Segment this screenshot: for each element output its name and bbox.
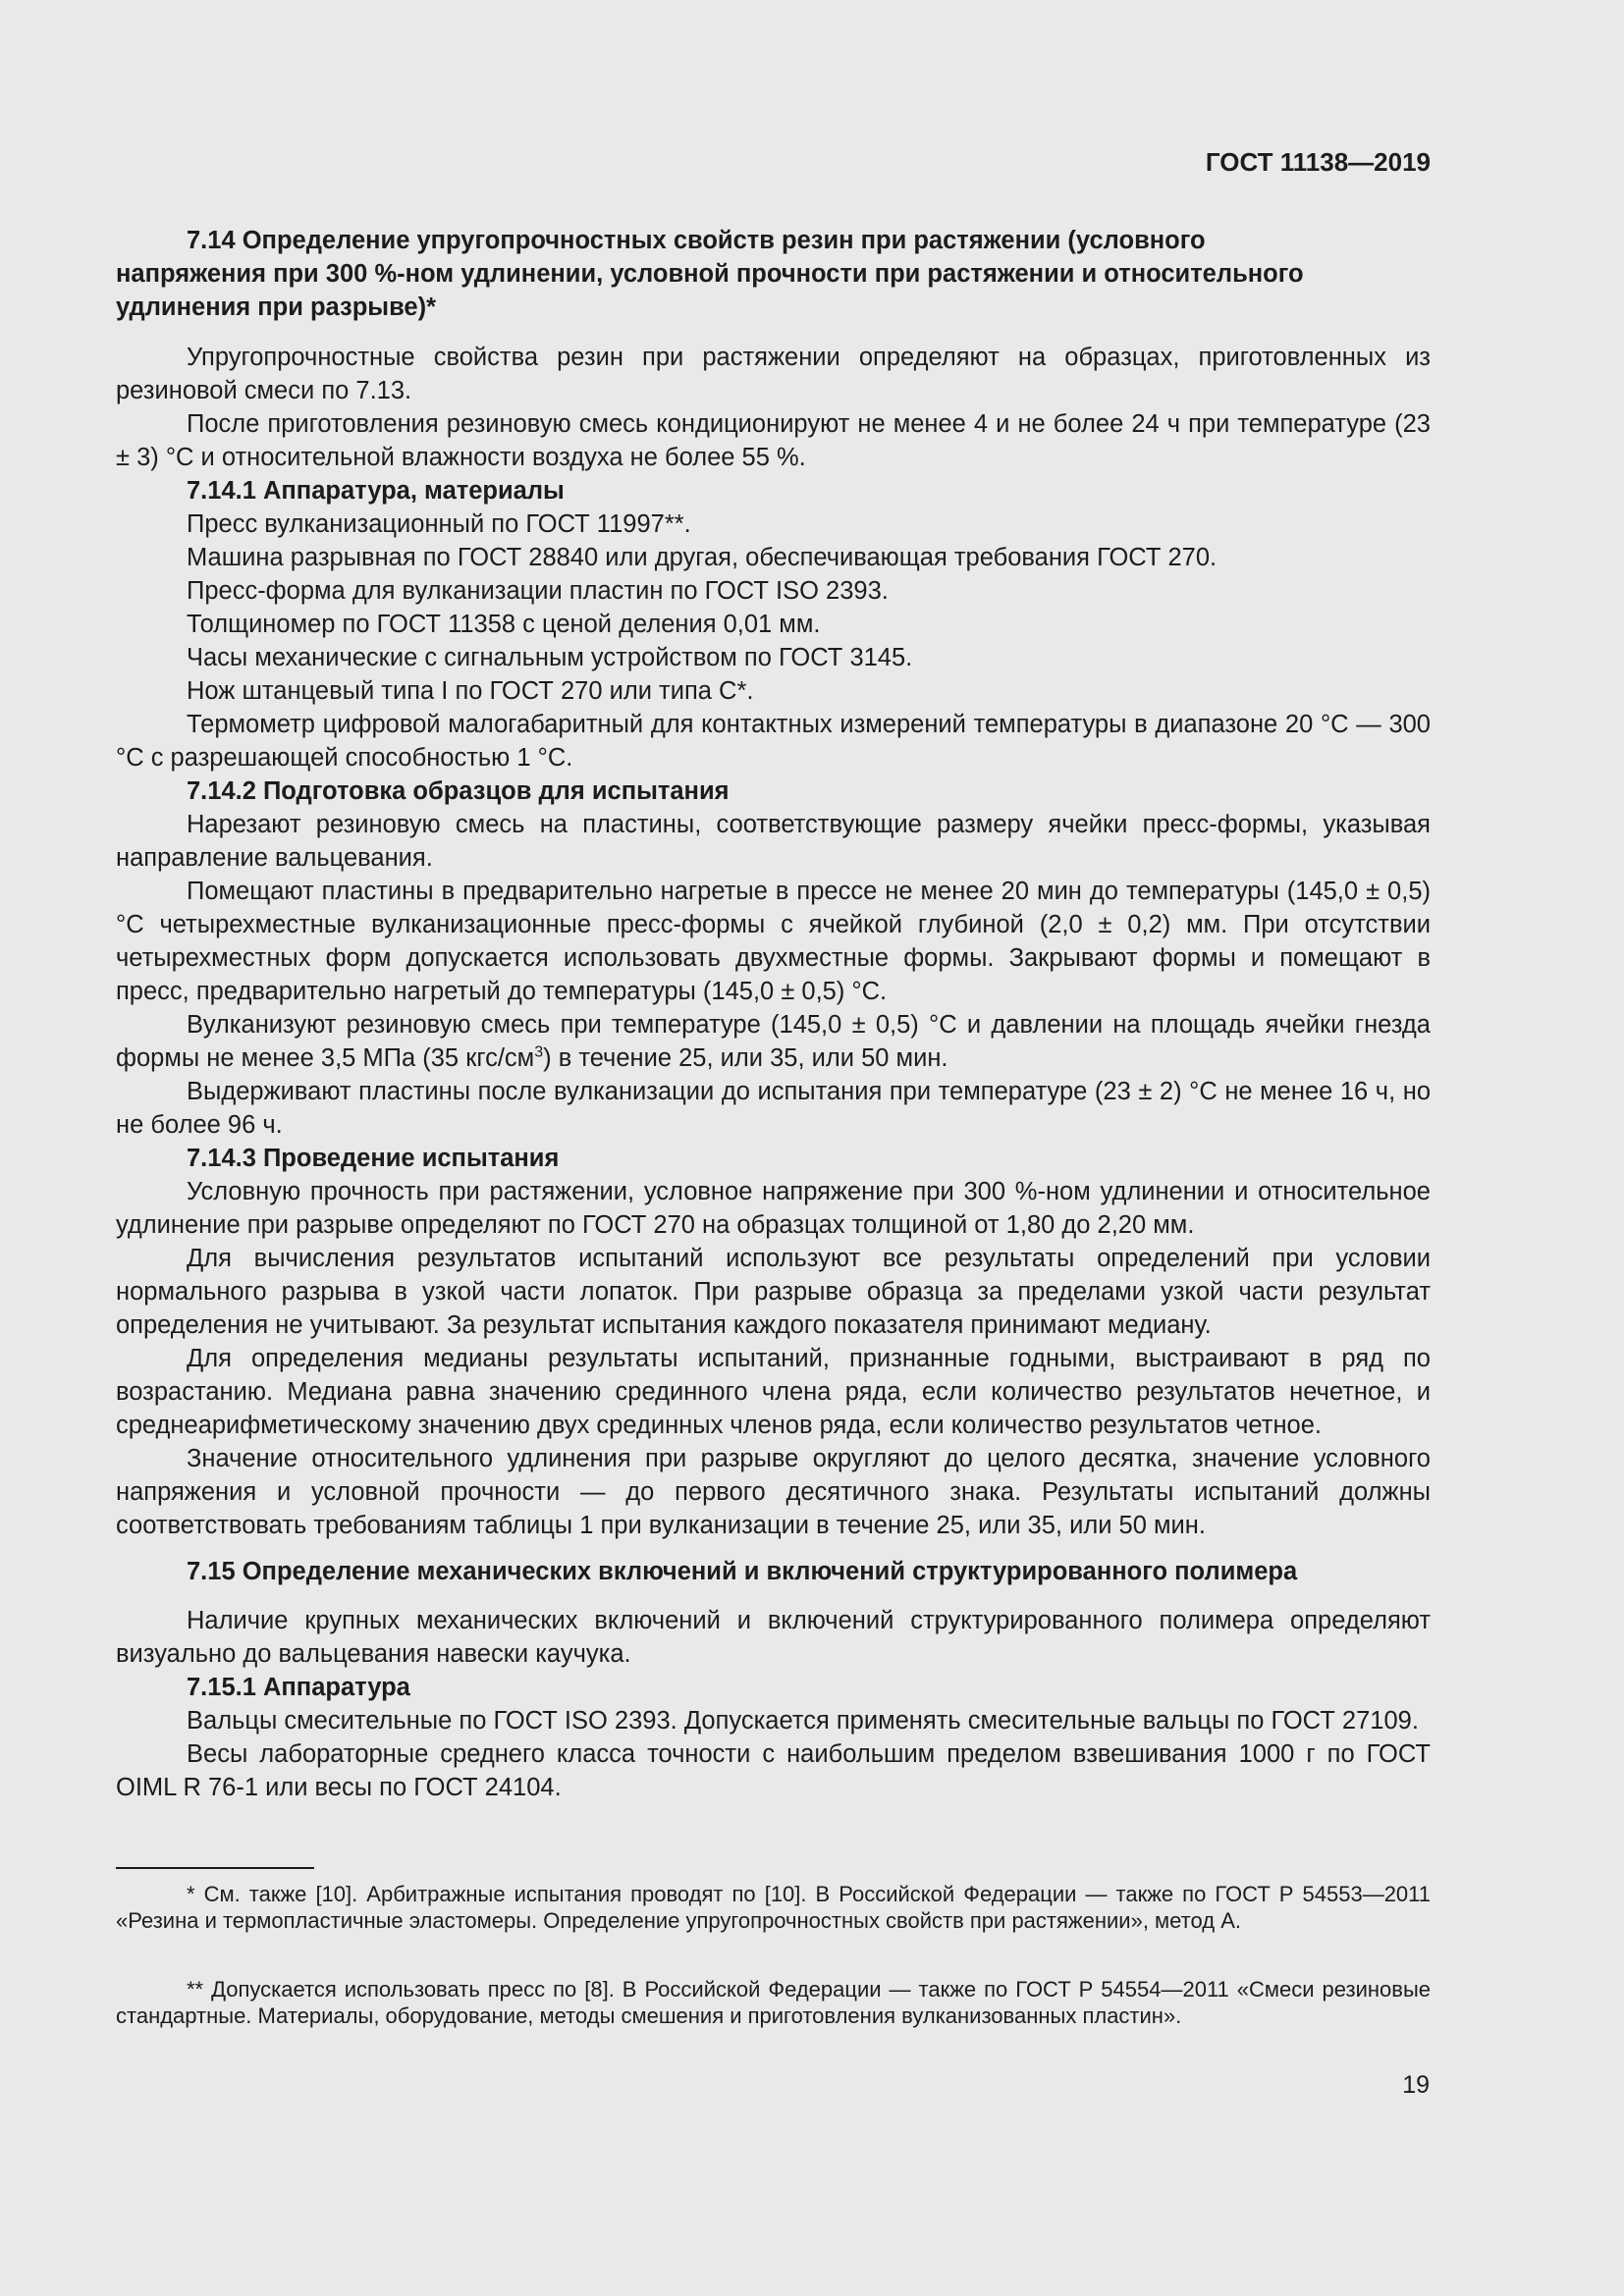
list-item: Нож штанцевый типа I по ГОСТ 270 или типа С*.	[187, 677, 754, 705]
paragraph: Помещают пластины в предварительно нагретые в прессе не менее 20 мин до температуры (145,0 ± 0,5) °С четырехместные вулканизационные пресс-формы с ячейкой глубиной (2,0 ± 0,2) мм. При отсутствии четырехместных форм допускается использовать двухместные формы. Закрывают формы и помещают в пресс, предварительно нагретый до температуры (145,0 ± 0,5) °С.	[116, 878, 1431, 1005]
section-title-7-14: 7.14 Определение упругопрочностных свойств резин при растяжении (условного напряжения при 300 %-ном удлинении, условной прочности при растяжении и относительного удлинения при разрыве)*	[116, 227, 1304, 321]
footnote-text: ** Допускается использовать пресс по [8]. В Российской Федерации — также по ГОСТ Р 54554—2011 «Смеси резиновые стандартные. Материалы, оборудование, методы смешения и приготовления вулканизованных пластин».	[116, 1977, 1431, 2028]
paragraph-text: Вулканизуют резиновую смесь при температуре (145,0 ± 0,5) °С и давлении на площадь ячейки гнезда формы не менее 3,5 МПа (35 кгс/см	[116, 1011, 1431, 1072]
list-item: Машина разрывная по ГОСТ 28840 или другая, обеспечивающая требования ГОСТ 270.	[187, 544, 1218, 571]
list-item: Термометр цифровой малогабаритный для контактных измерений температуры в диапазоне 20 °С — 300 °С с разрешающей способностью 1 °С.	[116, 711, 1431, 772]
paragraph: Значение относительного удлинения при разрыве округляют до целого десятка, значение условного напряжения и условной прочности — до первого десятичного знака. Результаты испытаний должны соответствовать требованиям таблицы 1 при вулканизации в течение 25, или 35, или 50 мин.	[116, 1445, 1431, 1539]
list-item: Часы механические с сигнальным устройством по ГОСТ 3145.	[187, 644, 913, 671]
paragraph: Для вычисления результатов испытаний используют все результаты определений при условии нормального разрыва в узкой части лопаток. При разрыве образца за пределами узкой части результат определения не учитывают. За результат испытания каждого показателя принимают медиану.	[116, 1245, 1431, 1339]
section-7-14	[116, 224, 1431, 324]
section-title-7-15: 7.15 Определение механических включений и включений структурированного полимера	[187, 1558, 1298, 1585]
list-item: Толщиномер по ГОСТ 11358 с ценой деления 0,01 мм.	[187, 611, 821, 638]
list-item: Пресс вулканизационный по ГОСТ 11997**.	[187, 510, 691, 538]
section-7-15-body	[116, 1604, 1431, 1804]
paragraph: Наличие крупных механических включений и включений структурированного полимера определяют визуально до вальцевания навески каучука.	[116, 1607, 1431, 1668]
paragraph: Вальцы смесительные по ГОСТ ISO 2393. Допускается применять смесительные вальцы по ГОСТ 27109.	[187, 1707, 1419, 1735]
section-title-7-14-1: 7.14.1 Аппаратура, материалы	[187, 477, 565, 505]
section-title-7-14-3: 7.14.3 Проведение испытания	[187, 1145, 560, 1172]
paragraph: Условную прочность при растяжении, условное напряжение при 300 %-ном удлинении и относительное удлинение при разрыве определяют по ГОСТ 270 на образцах толщиной от 1,80 до 2,20 мм.	[116, 1178, 1431, 1239]
paragraph: Выдерживают пластины после вулканизации до испытания при температуре (23 ± 2) °С не менее 16 ч, но не более 96 ч.	[116, 1078, 1431, 1139]
footnote-1	[116, 1881, 1431, 1934]
superscript: 3	[534, 1043, 544, 1061]
paragraph-text: ) в течение 25, или 35, или 50 мин.	[543, 1044, 948, 1072]
paragraph	[116, 1008, 1431, 1075]
section-7-15	[116, 1555, 1431, 1588]
paragraph: Нарезают резиновую смесь на пластины, соответствующие размеру ячейки пресс-формы, указывая направление вальцевания.	[116, 811, 1431, 872]
paragraph: После приготовления резиновую смесь кондиционируют не менее 4 и не более 24 ч при температуре (23 ± 3) °С и относительной влажности воздуха не более 55 %.	[116, 410, 1431, 471]
section-title-7-15-1: 7.15.1 Аппаратура	[187, 1674, 410, 1701]
footnote-divider	[116, 1867, 314, 1869]
footnote-text: * См. также [10]. Арбитражные испытания проводят по [10]. В Российской Федерации — также по ГОСТ Р 54553—2011 «Резина и термопластичные эластомеры. Определение упругопрочностных свойств при растяжении», метод А.	[116, 1882, 1431, 1933]
section-title-7-14-2: 7.14.2 Подготовка образцов для испытания	[187, 777, 730, 805]
paragraph: Весы лабораторные среднего класса точности с наибольшим пределом взвешивания 1000 г по ГОСТ OIML R 76-1 или весы по ГОСТ 24104.	[116, 1740, 1431, 1801]
document-code-header: ГОСТ 11138—2019	[1205, 147, 1431, 177]
footnote-2	[116, 1976, 1431, 2029]
paragraph: Упругопрочностные свойства резин при растяжении определяют на образцах, приготовленных из резиновой смеси по 7.13.	[116, 344, 1431, 404]
section-7-14-body	[116, 341, 1431, 1542]
page-number: 19	[1402, 2071, 1430, 2099]
list-item: Пресс-форма для вулканизации пластин по ГОСТ ISO 2393.	[187, 577, 889, 605]
paragraph: Для определения медианы результаты испытаний, признанные годными, выстраивают в ряд по возрастанию. Медиана равна значению срединного члена ряда, если количество результатов нечетное, и среднеарифметическому значению двух срединных членов ряда, если количество результатов четное.	[116, 1345, 1431, 1439]
